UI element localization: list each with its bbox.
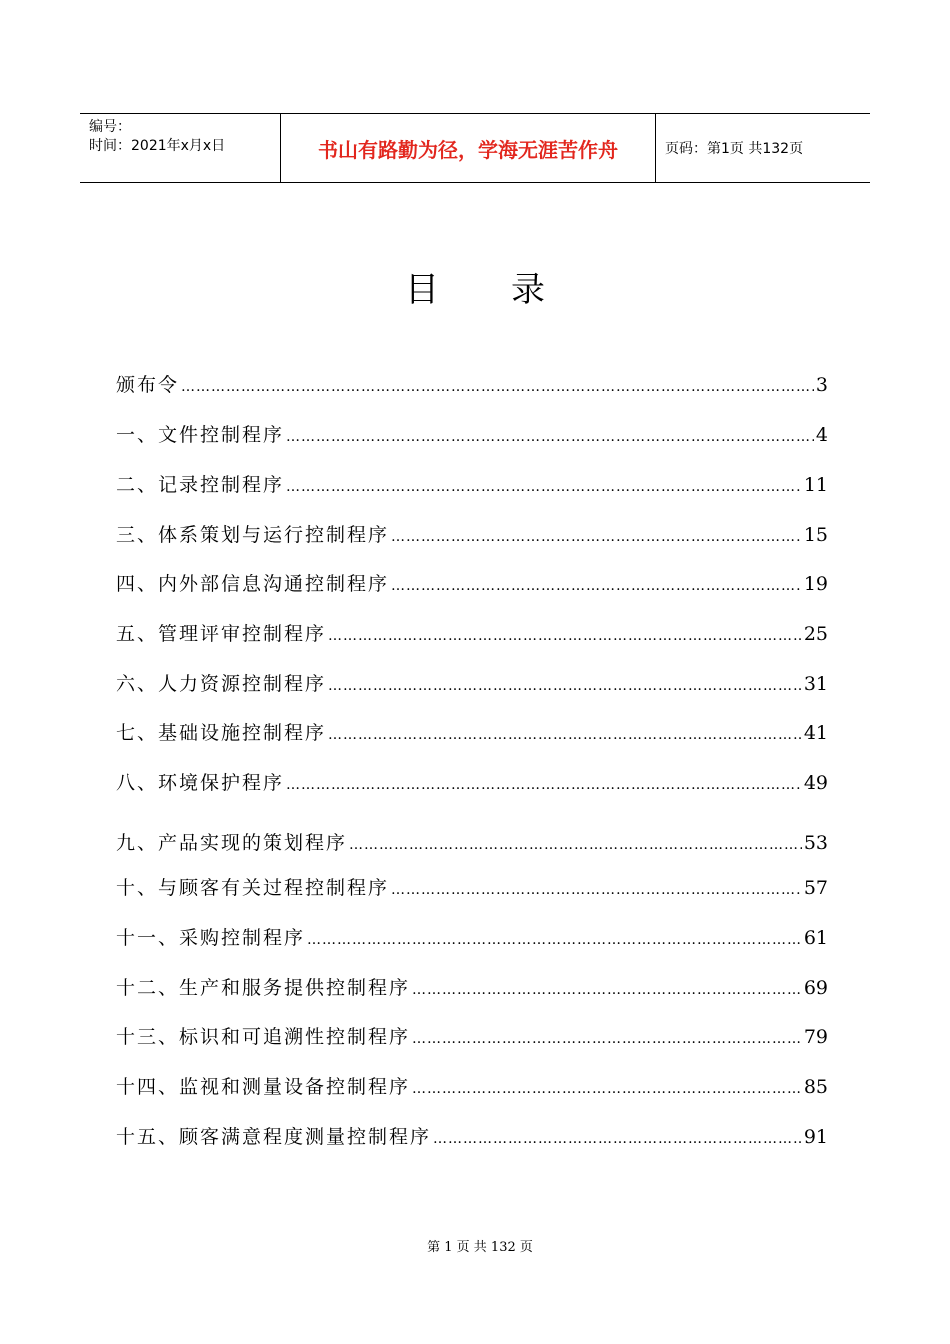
toc-entry-page: 41 <box>803 722 828 744</box>
toc-entry-page: 69 <box>803 977 828 999</box>
page-footer: 第 1 页 共 132 页 <box>427 1240 533 1255</box>
toc-entry-page: 79 <box>803 1026 828 1048</box>
toc-leader-dots <box>181 379 814 395</box>
toc-entry-label: 七、基础设施控制程序 <box>116 722 327 744</box>
toc-entry-page: 91 <box>803 1126 828 1148</box>
toc-entry-page: 25 <box>803 623 828 645</box>
toc-leader-dots <box>391 882 802 898</box>
header-page-info: 页码：第1页 共132页 <box>665 141 804 157</box>
toc-entry-page: 3 <box>815 374 828 396</box>
toc-entry-page: 4 <box>815 424 828 446</box>
toc-entry-page: 85 <box>803 1076 828 1098</box>
toc-entry-page: 31 <box>803 673 828 695</box>
toc-leader-dots <box>412 1031 802 1047</box>
toc-leader-dots <box>328 628 802 644</box>
toc-entry[interactable] <box>116 873 828 903</box>
toc-entry-label: 六、人力资源控制程序 <box>116 673 327 695</box>
document-time: 时间：2021年x月x日 <box>89 138 226 154</box>
toc-entry-label: 十五、顾客满意程度测量控制程序 <box>116 1126 432 1148</box>
toc-entry-label: 十四、监视和测量设备控制程序 <box>116 1076 411 1098</box>
toc-leader-dots <box>328 678 802 694</box>
toc-entry[interactable] <box>116 828 828 858</box>
toc-leader-dots <box>433 1131 802 1147</box>
toc-leader-dots <box>412 1081 802 1097</box>
toc-entry-label: 一、文件控制程序 <box>116 424 285 446</box>
toc-entry-page: 61 <box>803 927 828 949</box>
toc-entry-page: 57 <box>803 877 828 899</box>
toc-leader-dots <box>391 578 802 594</box>
header-meta <box>80 114 281 182</box>
toc-leader-dots <box>307 932 802 948</box>
toc-entry-label: 四、内外部信息沟通控制程序 <box>116 573 390 595</box>
toc-entry-label: 十三、标识和可追溯性控制程序 <box>116 1026 411 1048</box>
toc-entry-label: 十二、生产和服务提供控制程序 <box>116 977 411 999</box>
toc-entry[interactable] <box>116 973 828 1003</box>
toc-leader-dots <box>328 727 802 743</box>
toc-entry[interactable] <box>116 669 828 699</box>
toc-entry-page: 19 <box>803 573 828 595</box>
toc-entry-page: 11 <box>803 474 828 496</box>
toc-entry[interactable] <box>116 768 828 798</box>
toc-entry[interactable] <box>116 569 828 599</box>
toc-leader-dots <box>412 982 802 998</box>
toc-entry-label: 十、与顾客有关过程控制程序 <box>116 877 390 899</box>
toc-entry-label: 二、记录控制程序 <box>116 474 285 496</box>
toc-entry[interactable] <box>116 1022 828 1052</box>
toc-leader-dots <box>286 777 802 793</box>
toc-entry-label: 十一、采购控制程序 <box>116 927 306 949</box>
toc-entry-label: 八、环境保护程序 <box>116 772 285 794</box>
toc-entry[interactable] <box>116 520 828 550</box>
toc-leader-dots <box>349 837 802 853</box>
toc-entry-page: 53 <box>803 832 828 854</box>
toc-entry-page: 49 <box>803 772 828 794</box>
toc-entry[interactable] <box>116 718 828 748</box>
toc-entry-page: 15 <box>803 524 828 546</box>
toc-leader-dots <box>391 529 802 545</box>
toc-entry[interactable] <box>116 420 828 450</box>
toc-leader-dots <box>286 429 814 445</box>
toc-entry[interactable] <box>116 470 828 500</box>
toc-entry-label: 五、管理评审控制程序 <box>116 623 327 645</box>
toc-entry[interactable] <box>116 619 828 649</box>
toc-entry[interactable] <box>116 1072 828 1102</box>
header-motto: 书山有路勤为径，学海无涯苦作舟 <box>281 114 656 182</box>
page-title: 目录 <box>405 270 617 310</box>
toc-entry-label: 颁布令 <box>116 374 180 396</box>
toc-entry[interactable] <box>116 370 828 400</box>
page-header <box>80 113 870 183</box>
toc-entry-label: 九、产品实现的策划程序 <box>116 832 348 854</box>
toc-entry-label: 三、体系策划与运行控制程序 <box>116 524 390 546</box>
document-number-label: 编号： <box>89 119 131 135</box>
toc-leader-dots <box>286 479 802 495</box>
toc-entry[interactable] <box>116 1122 828 1152</box>
toc-entry[interactable] <box>116 923 828 953</box>
